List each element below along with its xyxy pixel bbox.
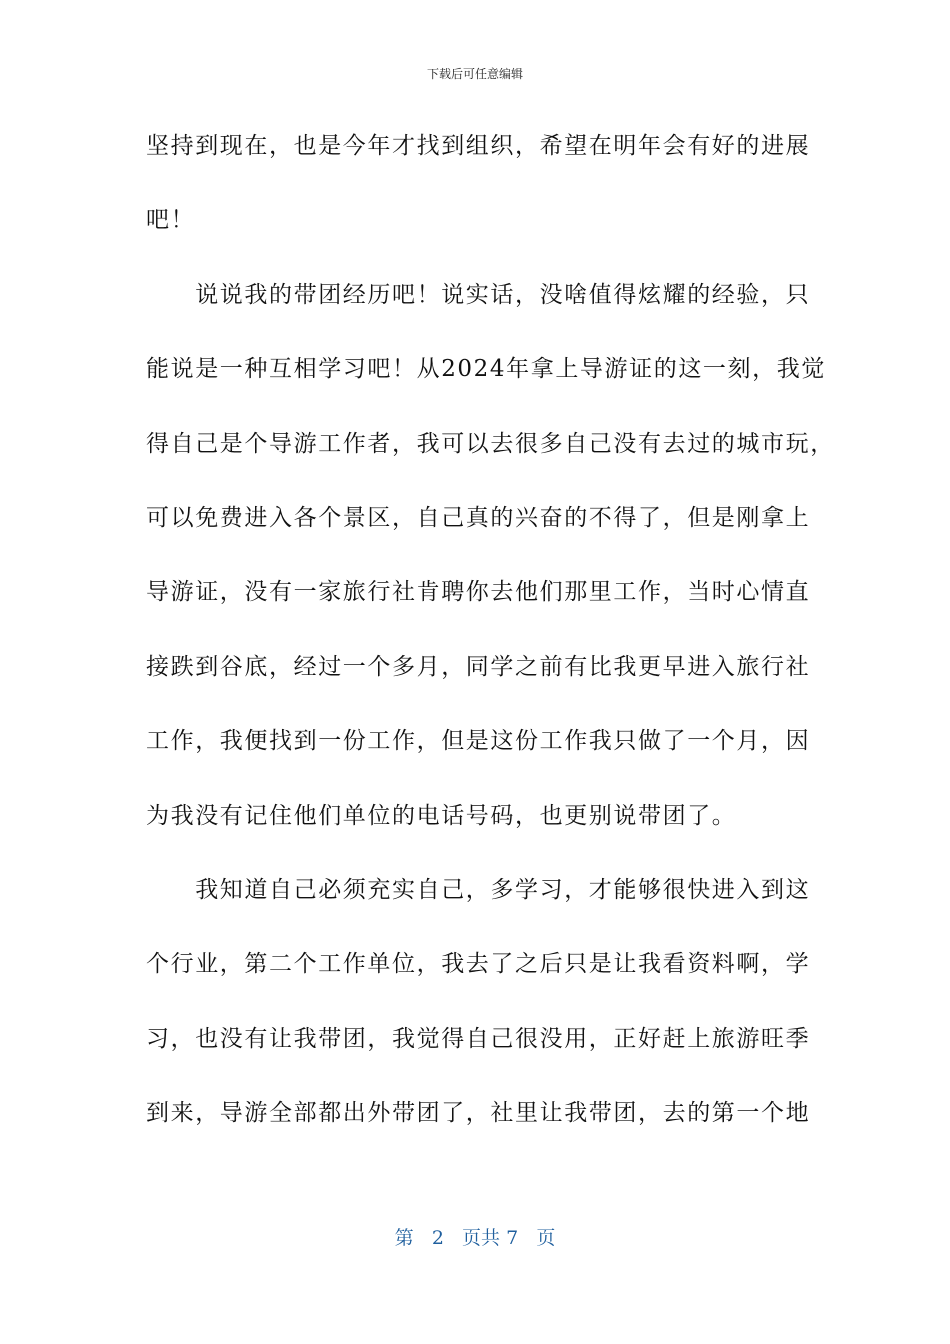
body-line: 工作，我便找到一份工作，但是这份工作我只做了一个月，因 — [146, 728, 811, 755]
body-line: 可以免费进入各个景区，自己真的兴奋的不得了，但是刚拿上 — [146, 504, 811, 531]
body-line: 说说我的带团经历吧！说实话，没啥值得炫耀的经验，只 — [146, 281, 811, 308]
footer-middle: 页共 — [462, 1227, 501, 1249]
body-line: 习，也没有让我带团，我觉得自己很没用，正好赶上旅游旺季 — [146, 1025, 811, 1052]
body-line: 导游证，没有一家旅行社肯聘你去他们那里工作，当时心情直 — [146, 579, 811, 606]
body-line: 坚持到现在，也是今年才找到组织，希望在明年会有好的进展 — [146, 133, 811, 159]
body-line: 吧！ — [146, 207, 196, 234]
footer-suffix: 页 — [536, 1227, 556, 1249]
footer-page-total: 7 — [506, 1227, 519, 1249]
body-line: 为我没有记住他们单位的电话号码，也更别说带团了。 — [146, 802, 737, 829]
footer-page-number: 2 — [431, 1227, 444, 1249]
body-line: 接跌到谷底，经过一个多月，同学之前有比我更早进入旅行社 — [146, 653, 811, 680]
body-line: 得自己是个导游工作者，我可以去很多自己没有去过的城市玩， — [146, 430, 835, 457]
body-line: 能说是一种互相学习吧！从2024年拿上导游证的这一刻，我觉 — [146, 356, 826, 383]
body-line: 个行业，第二个工作单位，我去了之后只是让我看资料啊，学 — [146, 951, 811, 978]
page-header — [0, 66, 950, 82]
body-line: 我知道自己必须充实自己，多学习，才能够很快进入到这 — [146, 876, 811, 903]
document-body — [146, 124, 835, 1165]
body-line: 到来，导游全部都出外带团了，社里让我带团，去的第一个地 — [146, 1100, 811, 1127]
footer-prefix: 第 — [394, 1227, 414, 1249]
header-note: 下载后可任意编辑 — [426, 67, 523, 81]
page-footer — [0, 1224, 950, 1252]
